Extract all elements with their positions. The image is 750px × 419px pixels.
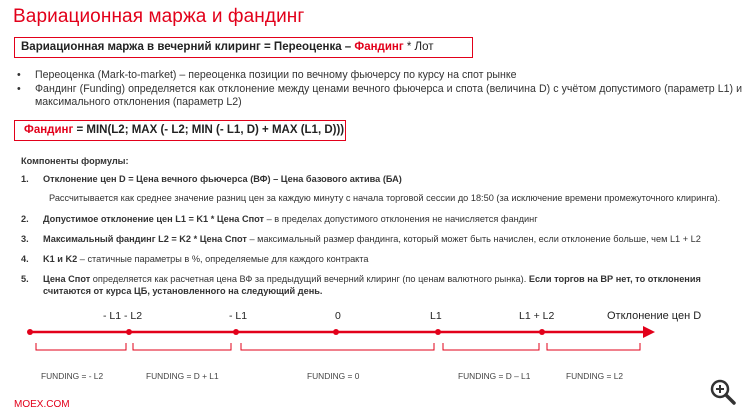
item-number: 1. xyxy=(21,174,29,184)
item-text: определяется как расчетная цена ВФ за предыдущий вечерний клиринг (по ценам валютного рынка). xyxy=(90,274,529,284)
funding-label: FUNDING = - L2 xyxy=(41,371,104,381)
list-item xyxy=(21,213,741,225)
definition-mtm: Переоценка (Mark-to-market) – переоценка позиции по вечному фьючерсу по курсу на спот рынке xyxy=(35,69,517,81)
interval-brace xyxy=(133,343,231,350)
axis-title: Отклонение цен D xyxy=(607,310,702,322)
item-bold: K1 и K2 xyxy=(43,254,78,264)
components-title: Компоненты формулы: xyxy=(21,156,129,166)
bullet-icon: • xyxy=(17,69,21,81)
axis-label-zero: 0 xyxy=(335,310,341,322)
list-item xyxy=(17,83,742,110)
definitions-list xyxy=(17,69,742,110)
interval-brace xyxy=(36,343,126,350)
tick-mark xyxy=(126,329,132,335)
funding-label: FUNDING = D – L1 xyxy=(458,371,531,381)
item-bold: Цена Спот xyxy=(43,274,91,284)
tick-mark xyxy=(539,329,545,335)
item-text: – статичные параметры в %, определяемые для каждого контракта xyxy=(77,254,369,264)
zoom-in-icon[interactable] xyxy=(709,378,737,406)
footer-brand: MOEX.COM xyxy=(14,399,70,410)
funding-label: FUNDING = D + L1 xyxy=(146,371,219,381)
tick-mark xyxy=(435,329,441,335)
axis-label-l1: L1 xyxy=(430,310,442,322)
formula2-expression: = MIN(L2; MAX (- L2; MIN (- L1, D) + MAX (L1, D))) xyxy=(73,124,345,136)
funding-formula xyxy=(14,120,346,141)
item-bold-2: Если торгов на ВР нет, то отклонения считаются от курса ЦБ, установленного на следующий день. xyxy=(43,274,701,296)
item-text: – в пределах допустимого отклонения не начисляется фандинг xyxy=(264,214,538,224)
axis-label-l1-l2: L1 + L2 xyxy=(519,310,555,322)
funding-label: FUNDING = L2 xyxy=(566,371,624,381)
item-bold: Допустимое отклонение цен L1 = K1 * Цена Спот xyxy=(43,214,265,224)
formula-components xyxy=(21,156,741,305)
tick-mark xyxy=(27,329,33,335)
item-number: 5. xyxy=(21,274,29,284)
interval-brace xyxy=(443,343,539,350)
list-item xyxy=(21,173,741,205)
interval-brace xyxy=(547,343,640,350)
formula1-part3: * Лот xyxy=(403,41,434,53)
definition-funding: Фандинг (Funding) определяется как отклонение между ценами вечного фьючерса и спота (величина D) с учётом допустимого (параметр L1) и максимального отклонения (параметр L2) xyxy=(35,82,742,108)
bullet-icon: • xyxy=(17,82,21,95)
axis-arrow-icon xyxy=(643,326,655,338)
formula1-funding: Фандинг xyxy=(354,41,404,53)
tick-mark xyxy=(333,329,339,335)
item-bold: Максимальный фандинг L2 = K2 * Цена Спот xyxy=(43,234,247,244)
item-sub: Рассчитывается как среднее значение разниц цен за каждую минуту с начала торговой сессии до 18:50 (за исключение времени промежуточного клиринга). xyxy=(49,193,721,203)
formula1-part1: Вариационная маржа в вечерний клиринг = Переоценка – xyxy=(21,41,355,53)
item-text: – максимальный размер фандинга, который может быть начислен, если отклонение больше, чем L1 + L2 xyxy=(246,234,701,244)
list-item xyxy=(21,273,741,297)
list-item xyxy=(21,253,741,265)
axis-label-neg-l1-l2: - L1 - L2 xyxy=(103,310,143,322)
axis-label-neg-l1: - L1 xyxy=(229,310,248,322)
item-bold: Отклонение цен D = Цена вечного фьючерса (ВФ) – Цена базового актива (БА) xyxy=(43,174,402,184)
item-number: 4. xyxy=(21,254,29,264)
item-number: 2. xyxy=(21,214,29,224)
item-number: 3. xyxy=(21,234,29,244)
funding-label: FUNDING = 0 xyxy=(307,371,360,381)
interval-brace xyxy=(241,343,434,350)
variation-margin-formula xyxy=(14,37,473,58)
page-title: Вариационная маржа и фандинг xyxy=(13,6,305,27)
list-item xyxy=(17,69,742,83)
list-item xyxy=(21,233,741,245)
formula2-funding: Фандинг xyxy=(24,124,74,136)
tick-mark xyxy=(233,329,239,335)
